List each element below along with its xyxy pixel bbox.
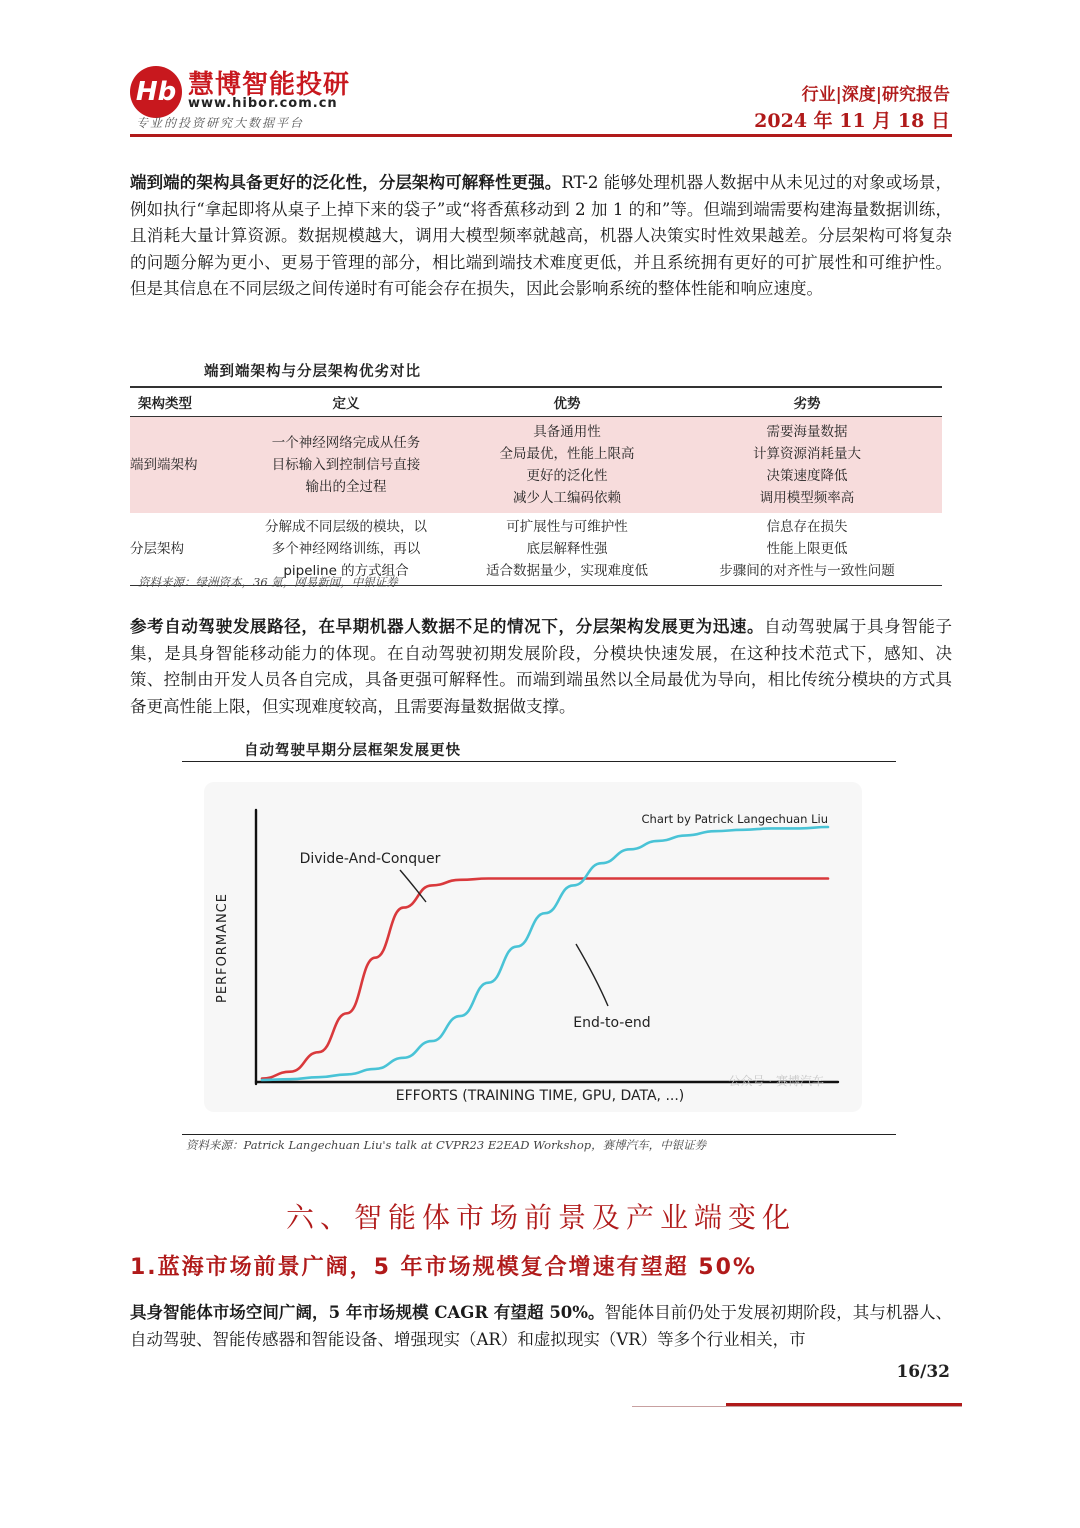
- figure-top-rule: [182, 761, 896, 762]
- paragraph-autonomous-driving: [130, 614, 952, 720]
- figure-title: 自动驾驶早期分层框架发展更快: [244, 743, 461, 759]
- header-divider: [130, 134, 952, 137]
- table-header-cell: 架构类型: [130, 387, 230, 417]
- figure-source-note: 资料来源：Patrick Langechuan Liu's talk at CVPR23 E2EAD Workshop，赛博汽车，中银证券: [186, 1138, 707, 1152]
- table-header-cell: 劣势: [672, 387, 942, 417]
- chart-watermark: 公众号 · 赛博汽车: [728, 1074, 824, 1088]
- table-source-note: 资料来源：绿洲资本，36 氪，网易新闻，中银证券: [138, 575, 398, 589]
- comparison-table: [130, 386, 942, 586]
- performance-chart: [204, 782, 862, 1112]
- hibor-logo: [130, 62, 450, 132]
- logo-mark-icon: Hb: [130, 66, 182, 118]
- paragraph-architecture: [130, 170, 952, 303]
- figure-bottom-rule: [182, 1134, 896, 1135]
- report-date: 2024 年 11 月 18 日: [754, 110, 950, 132]
- table-cell-type: 端到端架构: [130, 417, 230, 514]
- table-cell-disadvantages: 需要海量数据 计算资源消耗量大 决策速度降低 调用模型频率高: [672, 417, 942, 514]
- table-cell-disadvantages: 信息存在损失 性能上限更低 步骤间的对齐性与一致性问题: [672, 513, 942, 586]
- table-header-cell: 定义: [230, 387, 462, 417]
- footer-accent-rule: [726, 1403, 962, 1406]
- series-label-divide-and-conquer: Divide-And-Conquer: [299, 851, 441, 867]
- footer-rule: [632, 1406, 962, 1407]
- paragraph-lead: 端到端的架构具备更好的泛化性，分层架构可解释性更强。: [130, 173, 562, 192]
- paragraph-market: [130, 1300, 952, 1353]
- series-label-end-to-end: End-to-end: [573, 1015, 651, 1031]
- table-cell-type: 分层架构: [130, 513, 230, 586]
- logo-slogan: 专业的投资研究大数据平台: [136, 116, 305, 130]
- page-number: 16/32: [896, 1362, 950, 1382]
- paragraph-lead: 具身智能体市场空间广阔，5 年市场规模 CAGR 有望超 50%。: [130, 1303, 605, 1322]
- table-cell-definition: 分解成不同层级的模块，以 多个神经网络训练，再以 pipeline 的方式组合: [230, 513, 462, 586]
- sub-heading: 1.蓝海市场前景广阔，5 年市场规模复合增速有望超 50%: [130, 1255, 757, 1280]
- table-title: 端到端架构与分层架构优劣对比: [204, 364, 421, 380]
- report-category: 行业|深度|研究报告: [801, 85, 950, 105]
- paragraph-body: RT-2 能够处理机器人数据中从未见过的对象或场景，例如执行“拿起即将从桌子上掉下来的袋子”或“将香蕉移动到 2 加 1 的和”等。但端到端需要构建海量数据训练，且消耗大量计算资源。数据规模越大，调用大模型频率就越高，机器人决策实时性效果越差。分层架构可将复杂的问题分解为更小、更易于管理的部分，相比端到端技术难度更低，并且系统拥有更好的可扩展性和可维护性。但是其信息在不同层级之间传递时有可能会存在损失，因此会影响系统的整体性能和响应速度。: [130, 173, 952, 298]
- table-cell-definition: 一个神经网络完成从任务 目标输入到控制信号直接 输出的全过程: [230, 417, 462, 514]
- logo-url: www.hibor.com.cn: [188, 96, 338, 111]
- table-header-row: [130, 387, 942, 417]
- table-row: [130, 417, 942, 514]
- chart-credit: Chart by Patrick Langechuan Liu: [641, 812, 828, 826]
- table-cell-advantages: 具备通用性 全局最优，性能上限高 更好的泛化性 减少人工编码依赖: [462, 417, 672, 514]
- table-header-cell: 优势: [462, 387, 672, 417]
- y-axis-label: PERFORMANCE: [215, 893, 230, 1003]
- logo-name: 慧博智能投研: [188, 70, 351, 100]
- section-heading: 六、智能体市场前景及产业端变化: [285, 1201, 796, 1234]
- paragraph-body: 智能体目前仍处于发展初期阶段，其与机器人、自动驾驶、智能传感器和智能设备、增强现实（AR）和虚拟现实（VR）等多个行业相关，市: [130, 1303, 952, 1349]
- paragraph-body: 自动驾驶属于具身智能子集，是具身智能移动能力的体现。在自动驾驶初期发展阶段，分模块快速发展，在这种技术范式下，感知、决策、控制由开发人员各自完成，具备更强可解释性。而端到端虽然以全局最优为导向，相比传统分模块的方式具备更高性能上限，但实现难度较高，且需要海量数据做支撑。: [130, 617, 953, 716]
- table-cell-advantages: 可扩展性与可维护性 底层解释性强 适合数据量少，实现难度低: [462, 513, 672, 586]
- x-axis-label: EFFORTS (TRAINING TIME, GPU, DATA, ...): [395, 1088, 685, 1104]
- paragraph-lead: 参考自动驾驶发展路径，在早期机器人数据不足的情况下，分层架构发展更为迅速。: [130, 617, 765, 636]
